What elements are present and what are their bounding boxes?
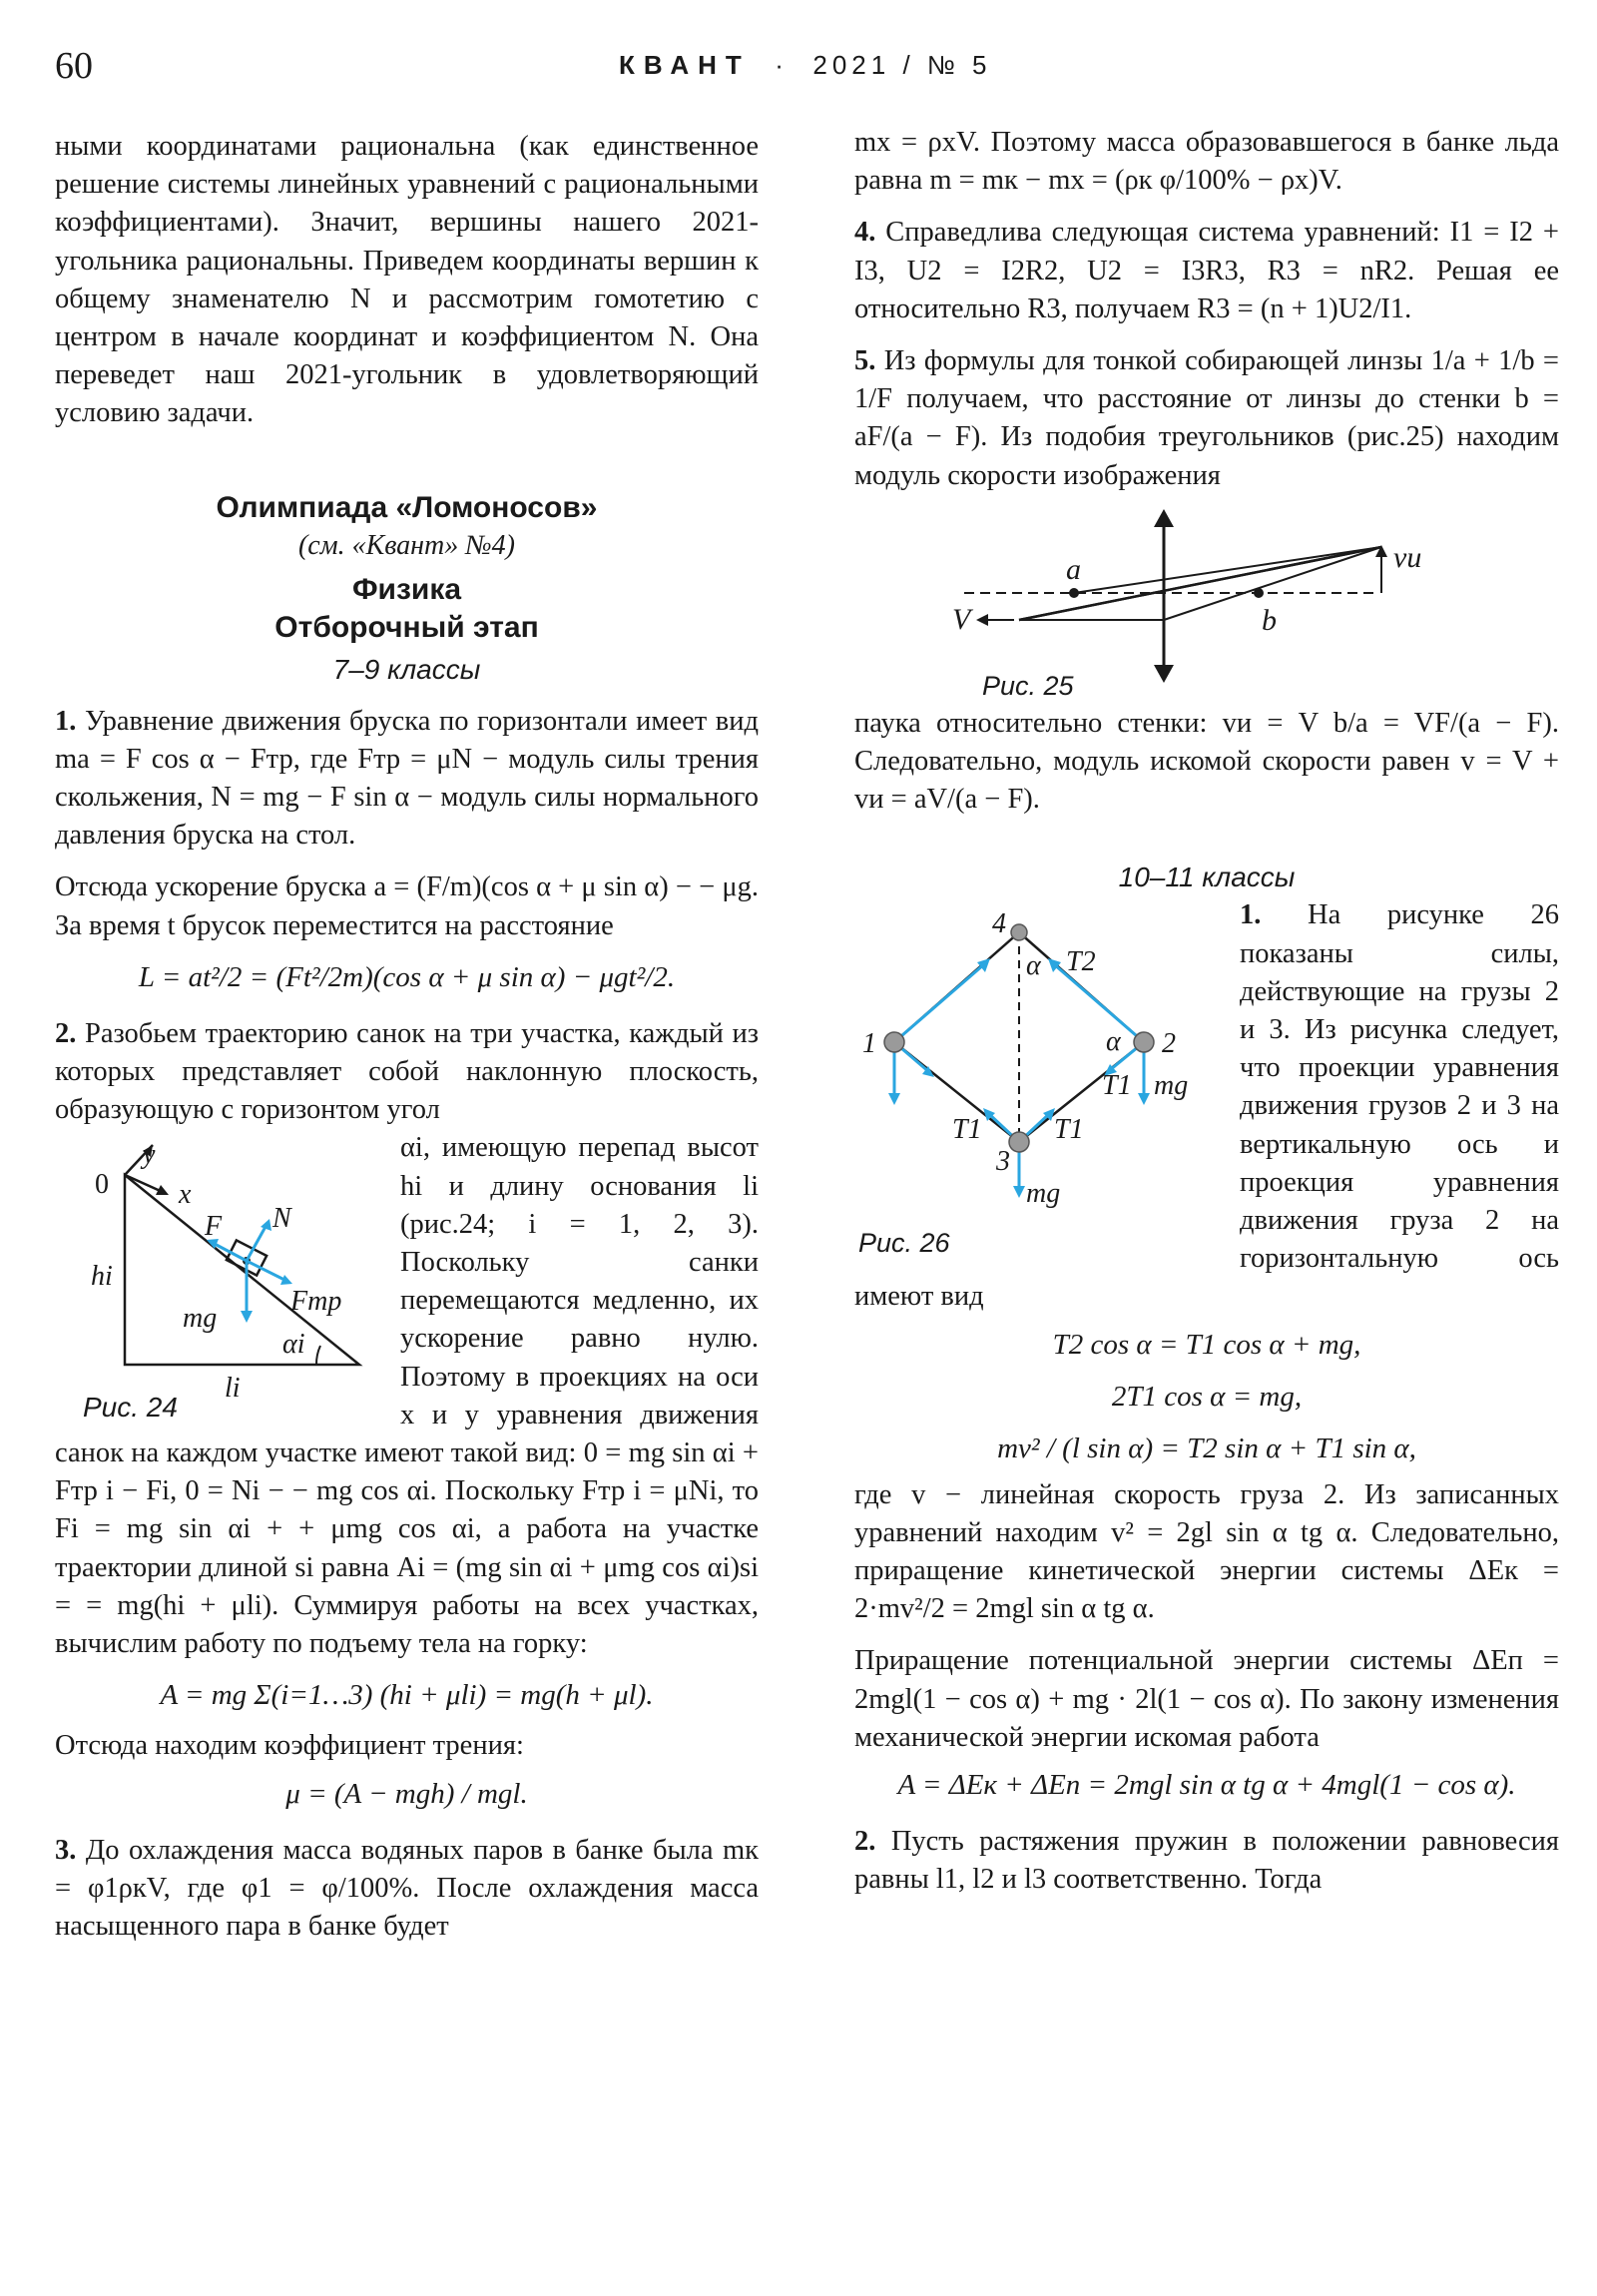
problem-3-continuation: mх = ρхV. Поэтому масса образовавшегося в банке льда равна m = mк − mх = (ρк φ/100% − ρх)V. xyxy=(854,127,1559,197)
problem-3-number: 3. xyxy=(55,1834,77,1866)
incline-triangle xyxy=(125,1175,359,1365)
label-alpha-i: αi xyxy=(282,1329,305,1361)
angle-arc xyxy=(316,1346,320,1365)
ray-2 xyxy=(1074,547,1381,593)
label-alpha-top: α xyxy=(1026,950,1041,982)
problem-3 xyxy=(55,1832,759,1947)
question-1-text-3: Приращение потенциальной энергии системы ΔEп = 2mgl(1 − cos α) + mg · 2l(1 − cos α). По закону изменения механической энергии искомая работа xyxy=(854,1645,1559,1753)
load-3 xyxy=(1009,1132,1029,1152)
problem-1-text-2: Отсюда ускорение бруска a = (F/m)(cos α + μ sin α) − − μg. За время t брусок переместится на расстояние xyxy=(55,871,759,941)
problem-2 xyxy=(55,1015,759,1130)
problem-5-text: Из формулы для тонкой собирающей линзы 1/a + 1/b = 1/F получаем, что расстояние от линзы до стенки b = aF/(a − F). Из подобия треугольников (рис.25) находим модуль скорости изображения xyxy=(854,345,1559,491)
load-4 xyxy=(1011,924,1027,940)
gravity-2-head xyxy=(1138,1093,1150,1105)
separator: · xyxy=(775,50,789,80)
figure-26-caption: Рис. 26 xyxy=(858,1228,950,1259)
label-V: V xyxy=(952,602,971,636)
label-mg-bottom: mg xyxy=(1026,1178,1061,1210)
label-vi: vи xyxy=(1393,540,1422,574)
label-li: li xyxy=(225,1373,241,1405)
subject-heading: Физика xyxy=(351,572,462,606)
question-2 xyxy=(854,1823,1559,1899)
olympiad-ref: (см. «Квант» №4) xyxy=(297,529,515,561)
velocity-V-head xyxy=(976,614,988,626)
problem-1 xyxy=(55,703,759,856)
load-1 xyxy=(884,1032,904,1052)
grades-heading-2: 10–11 классы xyxy=(1118,861,1296,893)
lens-bottom-arrow xyxy=(1154,665,1174,683)
figure-25 xyxy=(854,505,1559,705)
label-N: N xyxy=(272,1203,291,1235)
problem-5 xyxy=(854,342,1559,495)
problem-4 xyxy=(854,214,1559,328)
figure-26-diagram xyxy=(854,902,1224,1272)
figure-24-diagram xyxy=(55,1135,384,1425)
problem-2-number: 2. xyxy=(55,1017,77,1049)
label-1: 1 xyxy=(862,1028,876,1060)
label-b: b xyxy=(1262,603,1277,637)
figure-25-diagram xyxy=(854,505,1553,705)
label-T1-right: T1 xyxy=(1102,1070,1132,1102)
label-origin: 0 xyxy=(95,1169,109,1201)
problem-5-number: 5. xyxy=(854,345,876,377)
question-1-number: 1. xyxy=(1240,899,1262,931)
force-N-head xyxy=(261,1219,271,1231)
problem-2-text: Разобьем траекторию санок на три участка, каждый из которых представляет собой наклонную плоскость, образующую с горизонтом угол xyxy=(55,1017,759,1126)
label-Ftr: Fтр xyxy=(290,1286,342,1318)
lens-top-arrow xyxy=(1154,509,1174,527)
figure-24 xyxy=(55,1135,384,1425)
page-number: 60 xyxy=(55,45,93,87)
label-T1-left-bottom: T1 xyxy=(952,1114,982,1146)
formula-A: A = mg Σ(i=1…3) (hi + μli) = mg(h + μl). xyxy=(160,1679,654,1712)
problem-2-text-2: Отсюда находим коэффициент трения: xyxy=(55,1730,524,1762)
problem-4-text: Справедлива следующая система уравнений: I1 = I2 + I3, U2 = I2R2, U2 = I3R3, R3 = nR2. Решая ее относительно R3, получаем R3 = (n + 1)U2/I1. xyxy=(854,217,1559,324)
journal-name: КВАНТ xyxy=(619,50,751,80)
figure-25-caption: Рис. 25 xyxy=(982,670,1074,701)
focus-b-point xyxy=(1254,588,1264,598)
question-1-text-2: где v − линейная скорость груза 2. Из записанных уравнений находим v² = 2gl sin α tg α. Следовательно, приращение кинетической энергии системы ΔEк = 2·mv²/2 = 2mgl sin α tg α. xyxy=(854,1478,1559,1625)
grades-heading: 7–9 классы xyxy=(332,653,481,685)
formula-L: L = at²/2 = (Ft²/2m)(cos α + μ sin α) − μgt²/2. xyxy=(138,960,676,993)
problem-1-number: 1. xyxy=(55,705,77,737)
gravity-1-head xyxy=(888,1093,900,1105)
page-header xyxy=(0,44,1597,94)
label-alpha-right: α xyxy=(1106,1026,1121,1058)
label-y: y xyxy=(143,1139,156,1171)
figure-26 xyxy=(854,902,1224,1272)
right-column xyxy=(854,124,1559,1900)
problem-4-number: 4. xyxy=(854,217,876,249)
label-2: 2 xyxy=(1162,1028,1176,1060)
problem-3-text: До охлаждения масса водяных паров в банке была mк = φ1ρкV, где φ1 = φ/100%. После охлаждения масса насыщенного пара в банке будет xyxy=(55,1834,759,1942)
tension-1-up xyxy=(894,964,984,1042)
label-mg: mg xyxy=(183,1303,218,1335)
problem-5-text-2: паука относительно стенки: vи = V b/a = VF/(a − F). Следовательно, модуль искомой скорости равен v = V + vи = aV/(a − F). xyxy=(854,707,1559,816)
formula-2T1: 2T1 cos α = mg, xyxy=(1111,1380,1303,1413)
question-1-text: На рисунке 26 показаны силы, действующие на грузы 2 и 3. Из рисунка следует, что проекции уравнения движения грузов 2 и 3 на вертикальную ось и проекция уравнения движения груза 2 на горизонтальную ось имеют вид xyxy=(854,899,1559,1313)
olympiad-title: Олимпиада «Ломоносов» xyxy=(216,490,598,524)
label-hi: hi xyxy=(91,1261,113,1293)
label-a: a xyxy=(1066,552,1081,586)
question-2-number: 2. xyxy=(854,1826,876,1858)
problem-1-text: Уравнение движения бруска по горизонтали имеет вид ma = F cos α − Fтр, где Fтр = μN − модуль силы трения скольжения, N = mg − F sin α − модуль силы нормального давления бруска на стол. xyxy=(55,705,759,852)
running-head xyxy=(619,50,991,81)
label-T2: T2 xyxy=(1066,946,1096,978)
formula-work: A = ΔEк + ΔEп = 2mgl sin α tg α + 4mgl(1 − cos α). xyxy=(897,1769,1516,1802)
label-4: 4 xyxy=(992,908,1006,940)
figure-24-caption: Рис. 24 xyxy=(83,1392,178,1424)
intro-paragraph: ными координатами рациональна (как единственное решение системы линейных уравнений с рациональными коэффициентами). Значит, вершины нашего 2021-угольника рациональны. Приведем координаты вершин к общему знаменателю N и рассмотрим гомотетию с центром в начале координат и коэффициентом N. Она переведет наш 2021-угольник в удовлетворяющий условию задачи. xyxy=(55,131,759,429)
label-x: x xyxy=(179,1179,192,1211)
problem-2-float-text: αi, имеющую перепад высот hi и длину основания li (рис.24; i = 1, 2, 3). Поскольку санки перемещаются медленно, их ускорение равно нулю. Поэтому в проекциях на оси x и y уравнения движения санок на каждом участке имеют такой вид: 0 = mg sin αi + Fтр i − Fi, 0 = Ni − − mg cos αi. Поскольку Fтр i = μNi, то Fi = mg sin αi + + μmg cos αi, а работа на участке траектории длиной si равна Ai = (mg sin αi + μmg cos αi)si = = mg(hi + μli). Суммируя работы на всех участках, вычислим работу по подъему тела на горку: xyxy=(55,1132,759,1660)
stage-heading: Отборочный этап xyxy=(274,610,539,644)
question-2-text: Пусть растяжения пружин в положении равновесия равны l1, l2 и l3 соответственно. Тогда xyxy=(854,1826,1560,1896)
gravity-3-head xyxy=(1013,1186,1025,1198)
label-3: 3 xyxy=(996,1146,1010,1178)
force-mg-head xyxy=(241,1311,253,1323)
formula-centripetal: mv² / (l sin α) = T2 sin α + T1 sin α, xyxy=(997,1432,1416,1464)
label-T1-right-bottom: T1 xyxy=(1054,1114,1084,1146)
load-2 xyxy=(1134,1032,1154,1052)
issue-number: 2021 / № 5 xyxy=(812,50,992,80)
left-column xyxy=(55,128,759,1946)
label-F: F xyxy=(205,1211,223,1243)
label-mg-right: mg xyxy=(1154,1070,1189,1102)
formula-mu: μ = (A − mgh) / mgl. xyxy=(285,1777,528,1810)
formula-T2: T2 cos α = T1 cos α + mg, xyxy=(1052,1328,1361,1361)
focus-a-point xyxy=(1069,588,1079,598)
